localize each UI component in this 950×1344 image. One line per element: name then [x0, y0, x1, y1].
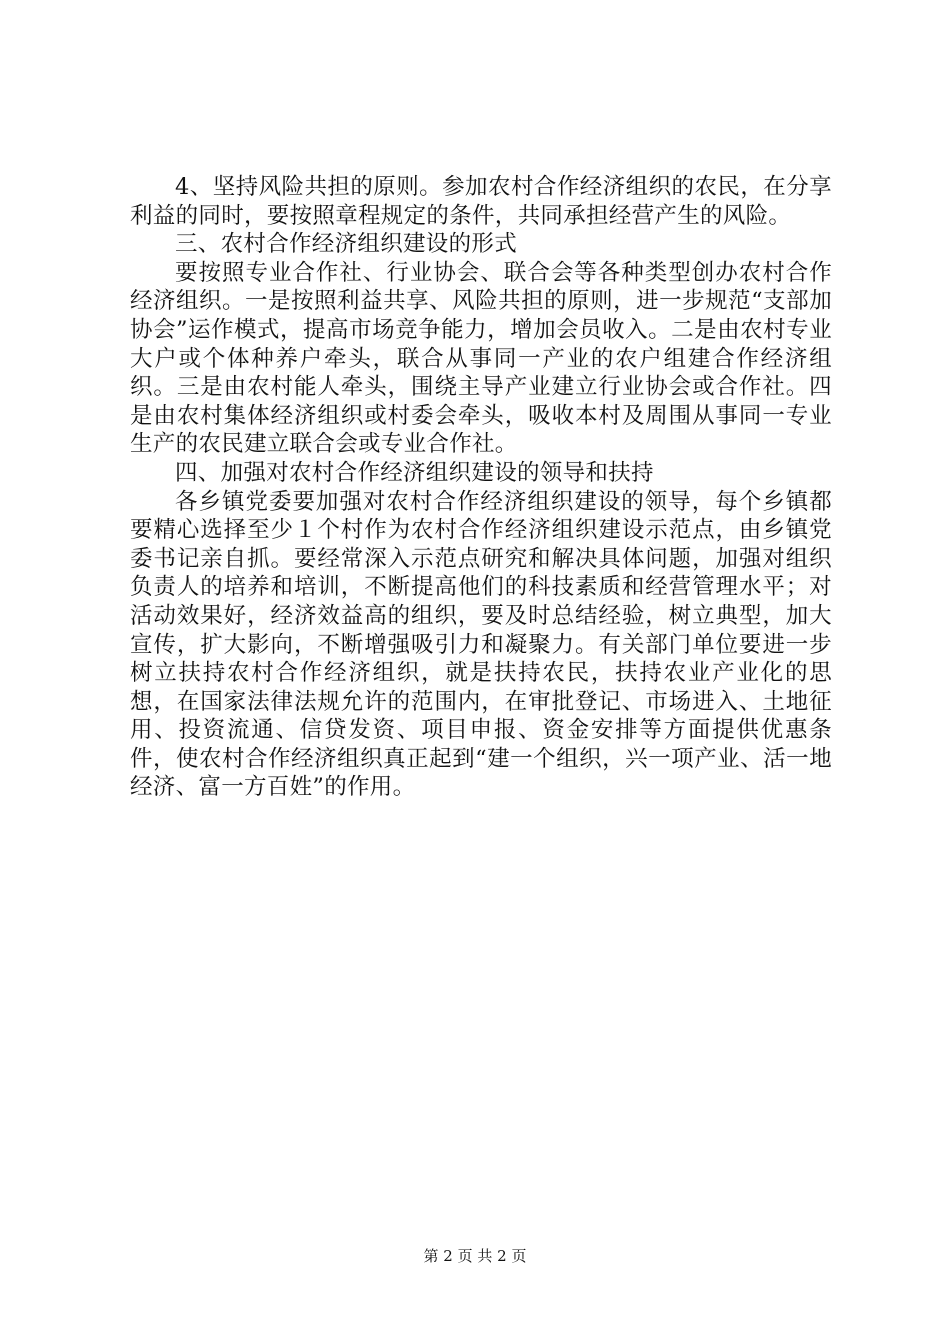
section-heading-4: 四、加强对农村合作经济组织建设的领导和扶持 — [175, 459, 654, 486]
paragraph-leadership: 各乡镇党委要加强对农村合作经济组织建设的领导，每个乡镇都要精心选择至少１个村作为农村合作经济组织建设示范点，由乡镇党委书记亲自抓。要经常深入示范点研究和解决具体问题，加强对组织负责人的培养和培训，不断提高他们的科技素质和经营管理水平；对活动效果好，经济效益高的组织，要及时总结经验，树立典型，加大宣传，扩大影向，不断增强吸引力和凝聚力。有关部门单位要进一步树立扶持农村合作经济组织，就是扶持农民，扶持农业产业化的思想，在国家法律法规允许的范围内，在审批登记、市场进入、土地征用、投资流通、信贷发资、项目申报、资金安排等方面提供优惠条件，使农村合作经济组织真正起到“建一个组织，兴一项产业、活一地经济、富一方百姓”的作用。 — [130, 488, 832, 801]
section-heading-3: 三、农村合作经济组织建设的形式 — [175, 231, 518, 258]
page-footer: 第 2 页 共 2 页 — [423, 1247, 527, 1265]
paragraph-forms: 要按照专业合作社、行业协会、联合会等各种类型创办农村合作经济组织。一是按照利益共享、风险共担的原则，进一步规范“支部加协会”运作模式，提高市场竞争能力，增加会员收入。二是由农村专业大户或个体种养户牵头，联合从事同一产业的农户组建合作经济组织。三是由农村能人牵头，围绕主导产业建立行业协会或合作社。四是由农村集体经济组织或村委会牵头，吸收本村及周围从事同一专业生产的农民建立联合会或专业合作社。 — [130, 259, 832, 458]
paragraph-principle-4: 4、坚持风险共担的原则。参加农村合作经济组织的农民，在分享利益的同时，要按照章程规定的条件，共同承担经营产生的风险。 — [130, 174, 832, 229]
document-body — [130, 173, 832, 802]
